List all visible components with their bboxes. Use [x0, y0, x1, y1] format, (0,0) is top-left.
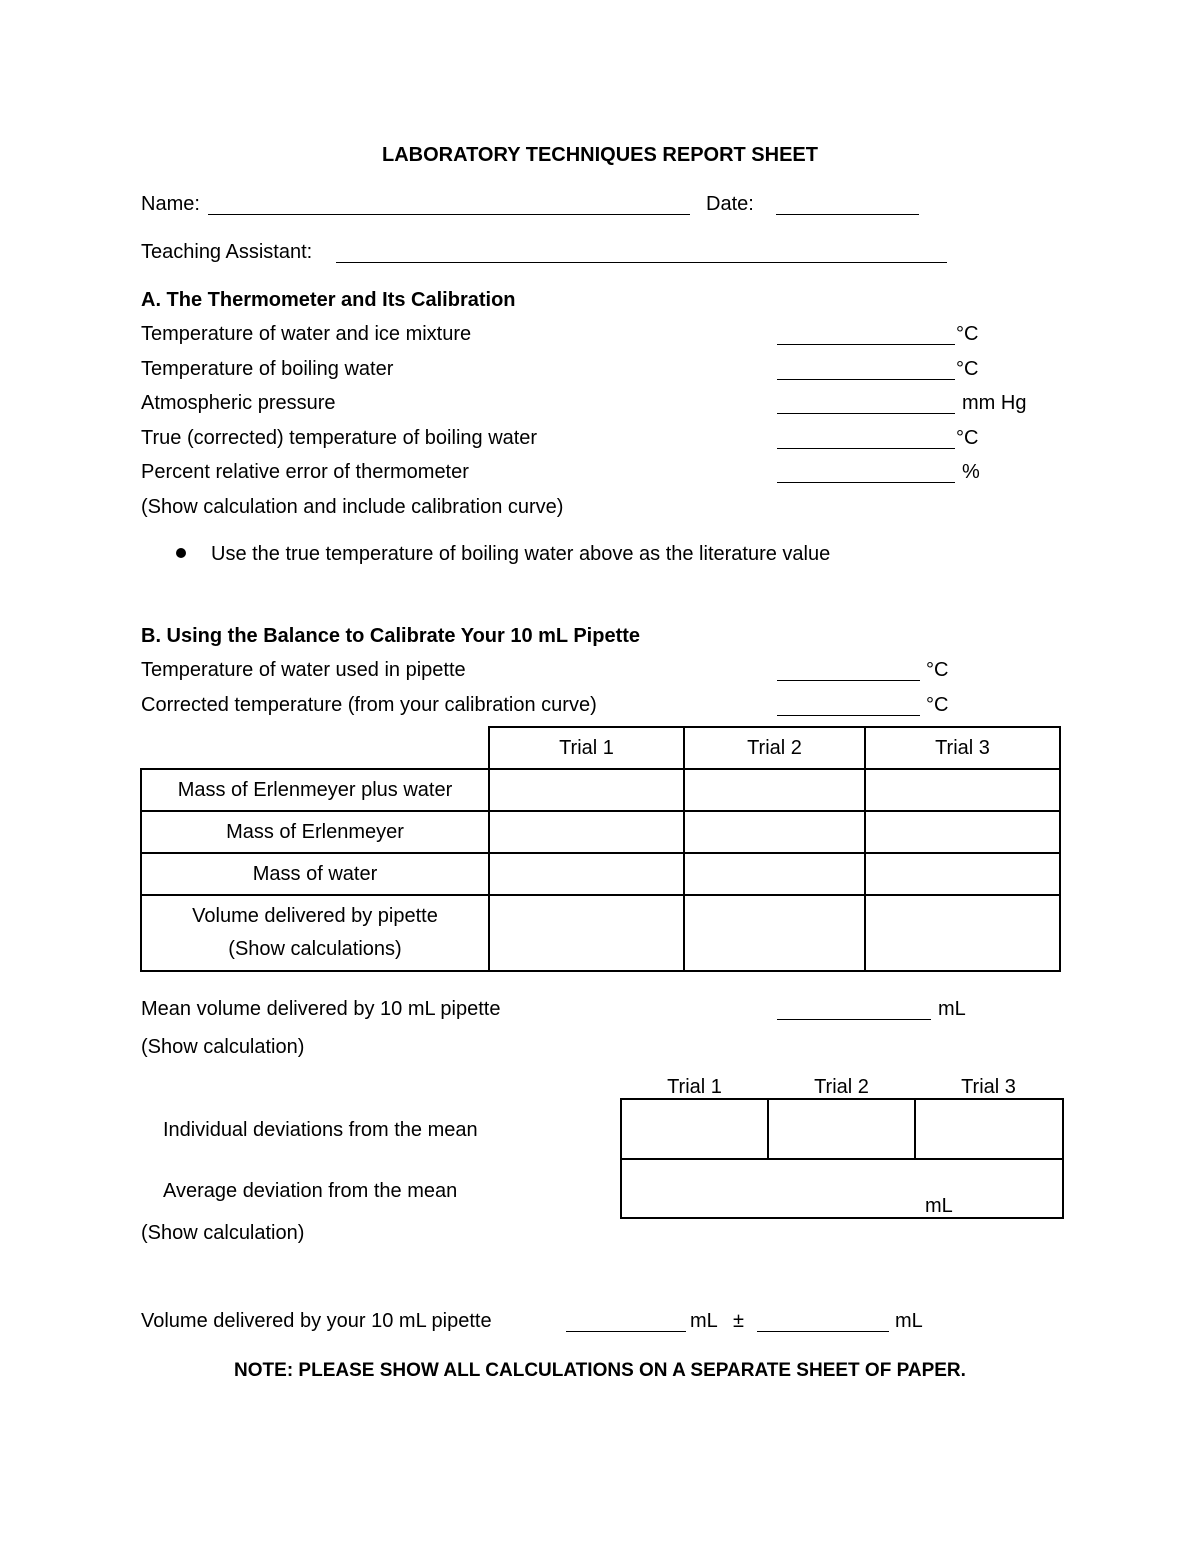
- ice-temp-field[interactable]: [777, 344, 955, 345]
- unit-label: °C: [926, 659, 949, 681]
- table-row: [621, 1159, 1063, 1218]
- table-row: [141, 895, 1060, 971]
- bullet-icon: [176, 548, 186, 558]
- column-header: Trial 2: [684, 727, 865, 769]
- deviation-cell[interactable]: [768, 1099, 915, 1159]
- section-b-heading: B. Using the Balance to Calibrate Your 10 mL Pipette: [141, 625, 641, 647]
- row-header-line: Volume delivered by pipette: [192, 905, 438, 927]
- table-cell[interactable]: [489, 811, 684, 853]
- unit-label: °C: [956, 358, 979, 380]
- table-corner: [141, 727, 489, 769]
- unit-label: mL: [925, 1195, 953, 1217]
- unit-label: mL: [690, 1310, 718, 1332]
- unit-label: °C: [956, 323, 979, 345]
- unit-label: °C: [926, 694, 949, 716]
- page-title: LABORATORY TECHNIQUES REPORT SHEET: [382, 144, 818, 166]
- name-field[interactable]: [208, 214, 690, 215]
- ta-field[interactable]: [336, 262, 947, 263]
- bullet-text: Use the true temperature of boiling water above as the literature value: [211, 543, 831, 565]
- mean-volume-field[interactable]: [777, 1019, 931, 1020]
- column-header: Trial 3: [865, 727, 1060, 769]
- final-volume-label: Volume delivered by your 10 mL pipette: [141, 1310, 492, 1332]
- final-volume-field[interactable]: [566, 1331, 686, 1332]
- row-label: Percent relative error of thermometer: [141, 461, 469, 483]
- row-label: Temperature of water used in pipette: [141, 659, 466, 681]
- calculation-note: (Show calculation and include calibration curve): [141, 496, 564, 518]
- row-header: Mass of Erlenmeyer plus water: [141, 769, 489, 811]
- ta-label: Teaching Assistant:: [141, 241, 313, 263]
- column-header: Trial 1: [489, 727, 684, 769]
- table-cell[interactable]: [865, 769, 1060, 811]
- table-cell[interactable]: [684, 853, 865, 895]
- unit-label: mL: [895, 1310, 923, 1332]
- mean-volume-label: Mean volume delivered by 10 mL pipette: [141, 998, 501, 1020]
- section-a-heading: A. The Thermometer and Its Calibration: [141, 289, 516, 311]
- true-temp-field[interactable]: [777, 448, 955, 449]
- average-deviation-cell[interactable]: [621, 1159, 1063, 1218]
- table-cell[interactable]: [684, 895, 865, 971]
- table-row: [621, 1099, 1063, 1159]
- table-row: [141, 811, 1060, 853]
- column-header: Trial 2: [814, 1076, 869, 1098]
- individual-deviation-label: Individual deviations from the mean: [163, 1119, 478, 1141]
- percent-error-field[interactable]: [777, 482, 955, 483]
- deviation-cell[interactable]: [915, 1099, 1063, 1159]
- row-label: Temperature of water and ice mixture: [141, 323, 472, 345]
- table-row: [141, 769, 1060, 811]
- pressure-field[interactable]: [777, 413, 955, 414]
- boiling-temp-field[interactable]: [777, 379, 955, 380]
- calculation-note: (Show calculation): [141, 1222, 305, 1244]
- unit-label: °C: [956, 427, 979, 449]
- corrected-temp-field[interactable]: [777, 715, 920, 716]
- date-label: Date:: [706, 193, 754, 215]
- deviation-cell[interactable]: [621, 1099, 768, 1159]
- calculation-note: (Show calculation): [141, 1036, 305, 1058]
- row-header: [141, 895, 489, 971]
- unit-label: mL: [938, 998, 966, 1020]
- row-header: Mass of Erlenmeyer: [141, 811, 489, 853]
- footer-note: NOTE: PLEASE SHOW ALL CALCULATIONS ON A SEPARATE SHEET OF PAPER.: [234, 1360, 966, 1381]
- row-header: Mass of water: [141, 853, 489, 895]
- column-header: Trial 1: [667, 1076, 722, 1098]
- final-uncertainty-field[interactable]: [757, 1331, 889, 1332]
- row-label: Corrected temperature (from your calibration curve): [141, 694, 597, 716]
- table-cell[interactable]: [865, 895, 1060, 971]
- table-cell[interactable]: [489, 769, 684, 811]
- column-header: Trial 3: [961, 1076, 1016, 1098]
- deviation-table: [620, 1098, 1064, 1219]
- table-cell[interactable]: [865, 811, 1060, 853]
- unit-label: mm Hg: [962, 392, 1027, 414]
- plus-minus-symbol: ±: [733, 1310, 744, 1332]
- table-cell[interactable]: [684, 769, 865, 811]
- date-field[interactable]: [776, 214, 919, 215]
- unit-label: %: [962, 461, 980, 483]
- table-cell[interactable]: [489, 853, 684, 895]
- pipette-water-temp-field[interactable]: [777, 680, 920, 681]
- name-label: Name:: [141, 193, 200, 215]
- table-cell[interactable]: [684, 811, 865, 853]
- average-deviation-label: Average deviation from the mean: [163, 1180, 458, 1202]
- table-cell[interactable]: [489, 895, 684, 971]
- row-label: True (corrected) temperature of boiling water: [141, 427, 538, 449]
- table-row: [141, 853, 1060, 895]
- row-label: Temperature of boiling water: [141, 358, 394, 380]
- mass-table: [140, 726, 1061, 972]
- table-cell[interactable]: [865, 853, 1060, 895]
- row-header-line: (Show calculations): [228, 938, 402, 960]
- row-label: Atmospheric pressure: [141, 392, 336, 414]
